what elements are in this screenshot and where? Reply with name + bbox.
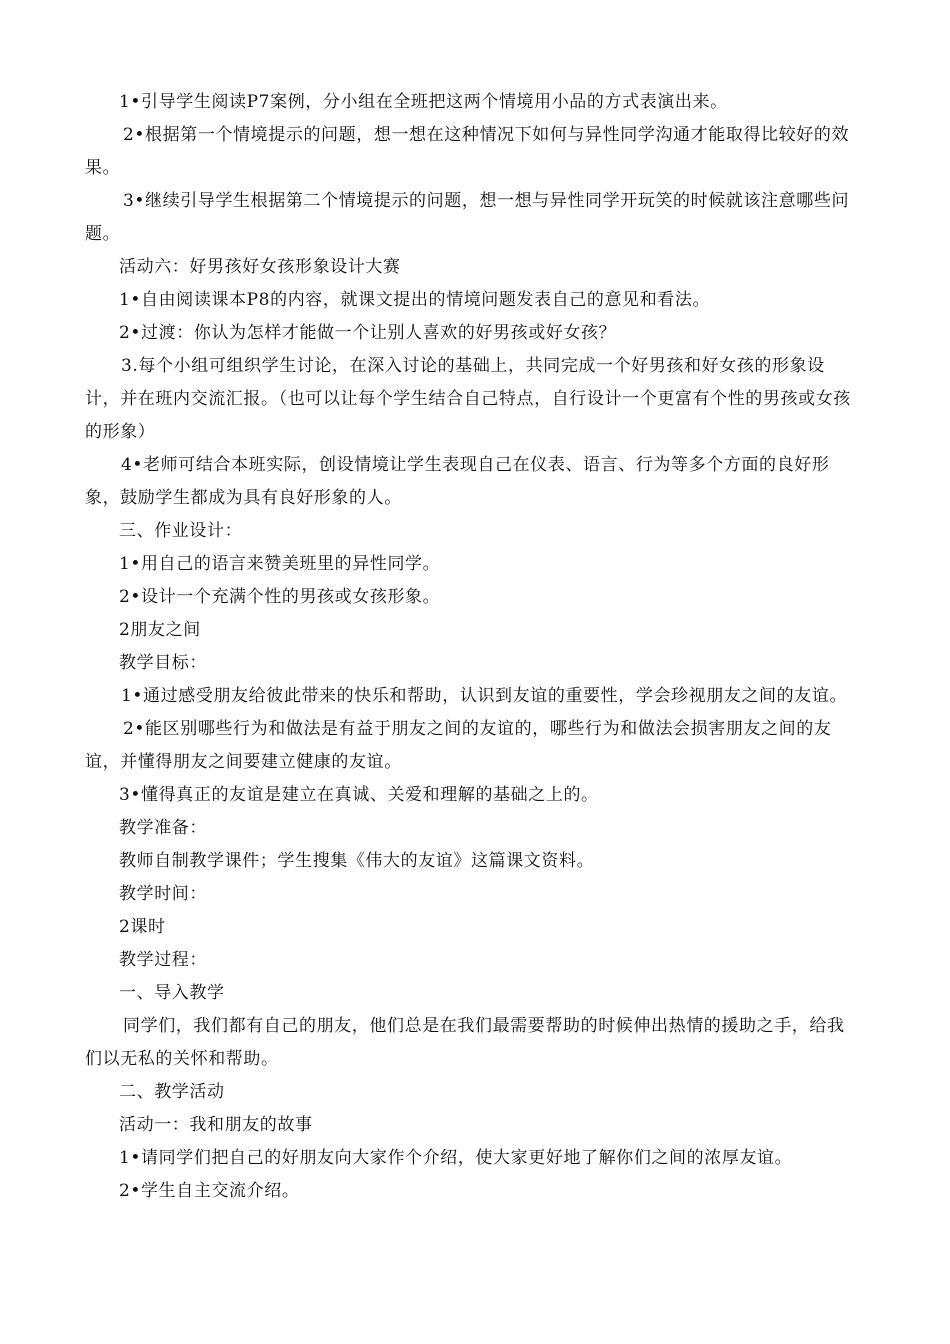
paragraph-activity-one-step-1: 1•请同学们把自己的好朋友向大家作个介绍，使大家更好地了解你们之间的浓厚友谊。 <box>119 1148 793 1168</box>
paragraph-activity-six-step-1: 1•自由阅读课本P8的内容，就课文提出的情境问题发表自己的意见和看法。 <box>119 290 711 310</box>
document-page <box>85 86 855 1208</box>
paragraph-intro: 同学们，我们都有自己的朋友，他们总是在我们最需要帮助的时候伸出热情的援助之手，给我们以无私的关怀和帮助。 <box>85 1016 845 1069</box>
paragraph-activity-one-heading: 活动一：我和朋友的故事 <box>119 1115 313 1135</box>
paragraph-activity-six-heading: 活动六：好男孩好女孩形象设计大赛 <box>119 257 401 277</box>
paragraph-activity-step-3: 3•继续引导学生根据第二个情境提示的问题，想一想与异性同学开玩笑的时候就该注意哪些问题。 <box>85 191 850 244</box>
paragraph-homework-1: 1•用自己的语言来赞美班里的异性同学。 <box>119 554 441 574</box>
paragraph-activity-six-step-4: 4•老师可结合本班实际，创设情境让学生表现自己在仪表、语言、行为等多个方面的良好形象，鼓励学生都成为具有良好形象的人。 <box>85 455 830 508</box>
paragraph-process-heading: 教学过程： <box>119 950 207 970</box>
paragraph-goal-1: 1•通过感受朋友给彼此带来的快乐和帮助，认识到友谊的重要性，学会珍视朋友之间的友谊。 <box>121 686 848 706</box>
paragraph-preparation-heading: 教学准备： <box>119 818 207 838</box>
paragraph-activity-step-2: 2•根据第一个情境提示的问题，想一想在这种情况下如何与异性同学沟通才能取得比较好的效果。 <box>85 125 850 178</box>
paragraph-intro-heading: 一、导入教学 <box>119 983 225 1003</box>
paragraph-lesson-title: 2朋友之间 <box>119 620 201 640</box>
paragraph-time: 2课时 <box>119 917 166 937</box>
paragraph-homework-heading: 三、作业设计： <box>119 521 243 541</box>
paragraph-activity-step-1: 1•引导学生阅读P7案例，分小组在全班把这两个情境用小品的方式表演出来。 <box>119 92 728 112</box>
paragraph-time-heading: 教学时间： <box>119 884 207 904</box>
paragraph-goal-3: 3•懂得真正的友谊是建立在真诚、关爱和理解的基础之上的。 <box>119 785 599 805</box>
paragraph-activity-six-step-3: 3.每个小组可组织学生讨论，在深入讨论的基础上，共同完成一个好男孩和好女孩的形象设计，并在班内交流汇报。（也可以让每个学生结合自己特点，自行设计一个更富有个性的男孩或女孩的形象） <box>85 356 851 442</box>
paragraph-activities-heading: 二、教学活动 <box>119 1082 225 1102</box>
paragraph-goal-2: 2•能区别哪些行为和做法是有益于朋友之间的友谊的，哪些行为和做法会损害朋友之间的友谊，并懂得朋友之间要建立健康的友谊。 <box>85 719 832 772</box>
paragraph-activity-six-step-2: 2•过渡：你认为怎样才能做一个让别人喜欢的好男孩或好女孩？ <box>119 323 617 343</box>
paragraph-homework-2: 2•设计一个充满个性的男孩或女孩形象。 <box>119 587 441 607</box>
paragraph-activity-one-step-2: 2•学生自主交流介绍。 <box>119 1181 300 1201</box>
paragraph-goals-heading: 教学目标： <box>119 653 207 673</box>
paragraph-preparation: 教师自制教学课件；学生搜集《伟大的友谊》这篇课文资料。 <box>119 851 595 871</box>
